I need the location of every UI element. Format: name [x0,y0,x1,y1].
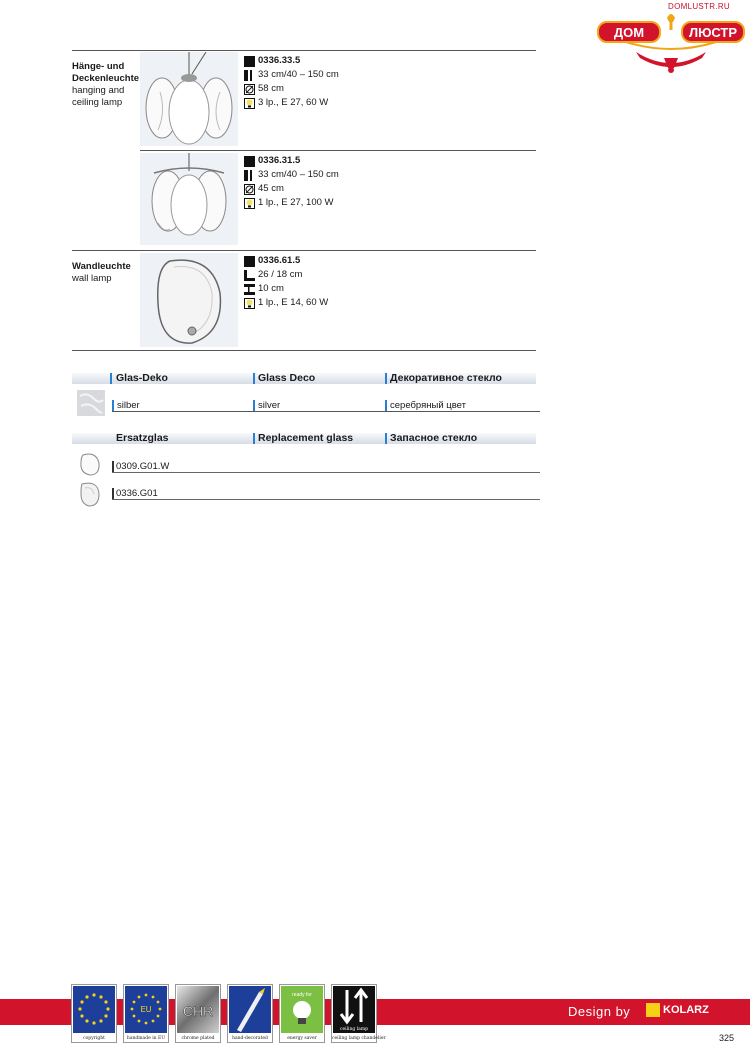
bulb-icon [244,198,255,209]
design-by-label: Design by [568,1004,631,1019]
hand-brush-icon [229,986,271,1033]
glass-deco-header-en: Glass Deco [258,372,316,384]
kolarz-logo-icon [646,1003,660,1017]
divider [112,472,540,473]
svg-text:ready for: ready for [292,992,312,998]
article-number-icon [244,256,255,267]
height-icon [244,170,255,181]
domlustr-logo[interactable] [596,8,746,74]
height-icon [244,70,255,81]
badge-energy-saver: ready for energy saver [279,984,325,1043]
diameter-icon [244,184,255,195]
ceiling-arrows-icon [333,986,375,1033]
size-icon [244,270,255,281]
badge-ceiling-chandelier: ceiling lamp ceiling lamp chandelier [331,984,377,1043]
badge-chrome-plated: CHR chrome plated [175,984,221,1043]
divider [112,499,540,500]
replacement-header-ru: Запасное стекло [390,432,478,444]
badge-handmade-eu: EU handmade in EU [123,984,169,1043]
energy-bulb-icon [281,986,323,1033]
product-title: Hänge- und Deckenleuchte hanging and ceiling lamp [72,61,140,108]
glass-value-en: silver [258,400,281,411]
divider [140,150,536,151]
product-title: Wandleuchte wall lamp [72,261,131,284]
replacement-glass-image[interactable] [78,480,102,508]
product-image-wall-lamp[interactable] [140,253,238,347]
badge-hand-decorated: hand-decorated [227,984,273,1043]
product-specs: 0336.61.5 26 / 18 cm 10 cm 1 lp., E 14, 60 W [244,254,328,310]
divider [112,411,540,412]
replacement-code: 0336.G01 [116,488,158,499]
depth-icon [244,284,255,295]
replacement-header-de: Ersatzglas [116,432,169,444]
product-specs: 0336.33.5 33 cm/40 – 150 cm 58 cm 3 lp., E 27, 60 W [244,54,339,110]
divider [72,250,536,251]
replacement-header-en: Replacement glass [258,432,354,444]
svg-text:CHR: CHR [182,1003,214,1019]
kolarz-brand[interactable]: KOLARZ [646,1003,709,1017]
eu-handmade-icon [125,986,167,1033]
diameter-icon [244,84,255,95]
logo-word-lustr: ЛЮСТР [688,25,738,40]
logo-word-dom: ДОМ [613,25,645,40]
bulb-icon [244,98,255,109]
product-specs: 0336.31.5 33 cm/40 – 150 cm 45 cm 1 lp., E 27, 100 W [244,154,339,210]
article-number-icon [244,56,255,67]
badge-copyright: copyright [71,984,117,1043]
product-image-hanging-lamp-small[interactable] [140,153,238,245]
page-number: 325 [719,1033,735,1043]
chrome-icon [177,986,219,1033]
eu-stars-icon [73,986,115,1033]
divider [72,50,536,51]
article-number-icon [244,156,255,167]
product-image-hanging-lamp[interactable] [140,52,238,146]
logo-url: DOMLUSTR.RU [668,2,730,11]
replacement-code: 0309.G01.W [116,461,170,472]
glass-value-ru: серебряный цвет [390,400,466,411]
divider [72,350,536,351]
glass-deco-header-de: Glas-Deko [116,372,168,384]
bulb-icon [244,298,255,309]
svg-text:ceiling lamp: ceiling lamp [340,1027,368,1032]
glass-swatch-silver[interactable] [77,390,105,416]
glass-value-de: silber [117,400,140,411]
replacement-glass-image[interactable] [78,451,102,477]
svg-text:EU: EU [140,1005,152,1014]
glass-deco-header-ru: Декоративное стекло [390,372,502,384]
